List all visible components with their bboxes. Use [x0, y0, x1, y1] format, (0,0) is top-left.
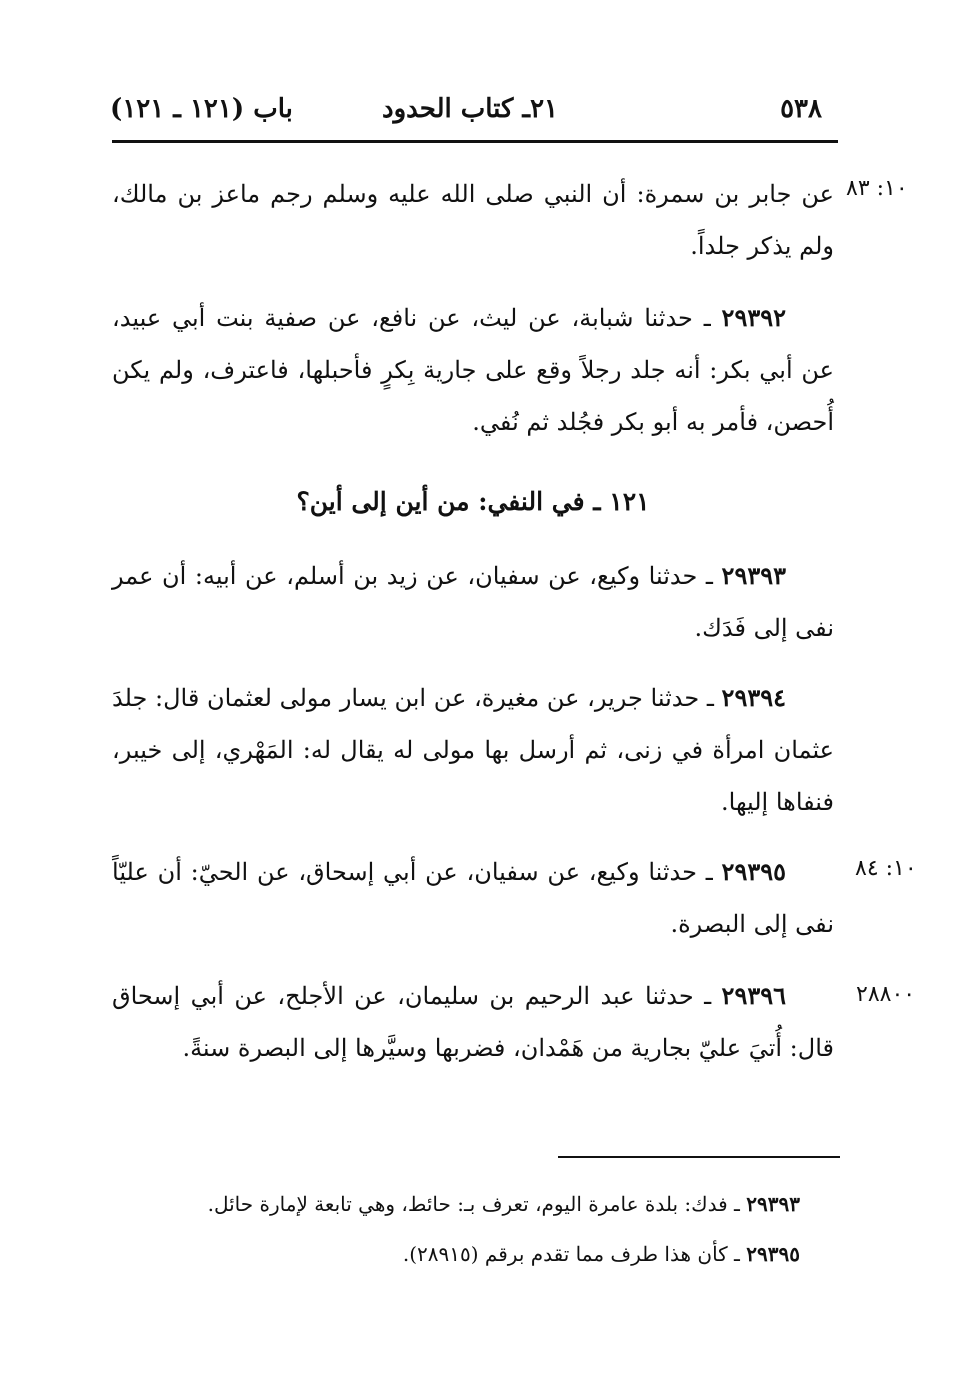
footnote-number: ٢٩٣٩٣	[746, 1192, 800, 1216]
margin-ref: ١٠: ٨٣	[846, 176, 908, 201]
chapter-range: باب (١٢١ ـ ١٢١)	[110, 94, 293, 124]
hadith-body: ـ حدثنا شبابة، عن ليث، عن نافع، عن صفية بنت أبي عبيد، عن أبي بكر: أنه جلد رجلاً وقع على جارية بِكرٍ فأحبلها، فاعترف، ولم يكن أُحصن، فأمر به أبو بكر فجُلد ثم نُفي.	[112, 304, 834, 436]
hadith-body: ـ حدثنا عبد الرحيم بن سليمان، عن الأجلح، عن أبي إسحاق قال: أُتيَ عليّ بجارية من هَمْدان، فضربها وسيَّرها إلى البصرة سنةً.	[112, 982, 834, 1062]
hadith-number: ٢٩٣٩٥	[721, 857, 786, 886]
hadith-entry	[112, 846, 834, 950]
hadith-entry	[112, 550, 834, 654]
hadith-entry	[112, 672, 834, 828]
footnote-rule	[558, 1156, 840, 1158]
running-header	[110, 88, 838, 132]
footnote-text: ـ فدك: بلدة عامرة اليوم، تعرف بـ: حائط، وهي تابعة لإمارة حائل.	[207, 1192, 747, 1216]
footnote	[150, 1236, 800, 1272]
hadith-entry	[112, 970, 834, 1074]
margin-ref: ٢٨٨٠٠	[856, 982, 916, 1007]
hadith-entry	[112, 292, 834, 448]
footnote	[150, 1186, 800, 1222]
header-rule	[112, 140, 838, 143]
footnote-number: ٢٩٣٩٥	[746, 1242, 800, 1266]
hadith-body: ـ حدثنا وكيع، عن سفيان، عن أبي إسحاق، عن الحيّ: أن عليّاً نفى إلى البصرة.	[112, 858, 834, 938]
chapter-heading: ١٢١ ـ في النفي: من أين إلى أين؟	[296, 487, 650, 516]
hadith-body: ـ حدثنا جرير، عن مغيرة، عن ابن يسار مولى لعثمان قال: جلدَ عثمان امرأة في زنى، ثم أرسل بها مولى له يقال له: المَهْري، إلى خيبر، فنفاها إليها.	[112, 684, 834, 816]
hadith-number: ٢٩٣٩٣	[721, 561, 786, 590]
hadith-body: ـ حدثنا وكيع، عن سفيان، عن زيد بن أسلم، عن أبيه: أن عمر نفى إلى فَدَك.	[112, 562, 834, 642]
footnote-text: ـ كأن هذا طرف مما تقدم برقم (٢٨٩١٥).	[402, 1242, 747, 1266]
book-title: ٢١ـ كتاب الحدود	[382, 94, 558, 124]
hadith-text	[112, 168, 834, 272]
hadith-number: ٢٩٣٩٢	[721, 303, 786, 332]
hadith-number: ٢٩٣٩٤	[721, 683, 786, 712]
page-number: ٥٣٨	[780, 94, 822, 124]
hadith-number: ٢٩٣٩٦	[721, 981, 786, 1010]
margin-ref: ١٠: ٨٤	[855, 856, 917, 881]
hadith-body: عن جابر بن سمرة: أن النبي صلى الله عليه وسلم رجم ماعز بن مالك، ولم يذكر جلداً.	[112, 180, 834, 260]
